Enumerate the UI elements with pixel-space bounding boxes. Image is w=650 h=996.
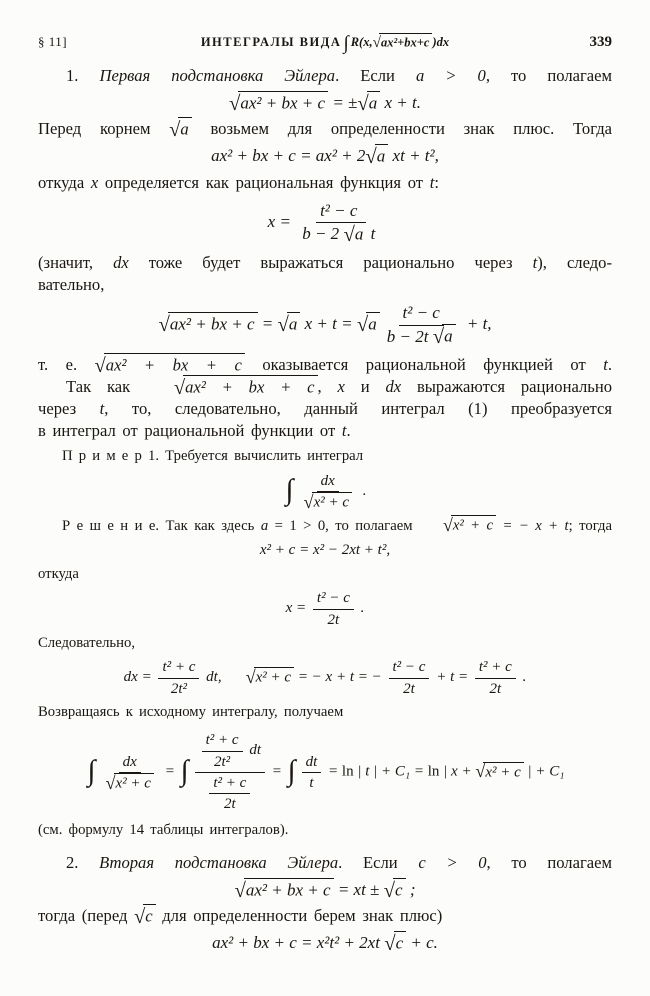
heading-second-euler-substitution [38,852,612,874]
plain-text: , то полагаем [486,853,612,873]
math-text: x = [267,211,296,231]
radicand: ax² + bx + c [238,91,328,113]
running-head [38,33,612,55]
formula-example-integral: ∫ $\frac{dx}{\text{√x² + c}}$ . [285,472,367,512]
formula-x-rational [38,201,612,245]
plain-text: . [346,421,351,441]
plain-text: : [434,172,439,192]
radicand: ax² + bx + c [183,375,317,397]
radicand: ax²+bx+c [379,33,433,50]
plain-text: в интеграл от рациональной функции от [38,421,342,441]
plain-text: = 1 > 0, то полагаем [268,517,419,534]
math-text: = [267,764,286,780]
fraction [300,472,356,512]
plain-text: через [38,399,100,419]
math-text: + c. [406,933,438,953]
fraction-numerator [313,589,354,609]
fraction-numerator [209,774,250,794]
math-text: R(x, [350,35,373,49]
plain-text: , [317,377,338,397]
math-text: . [359,483,367,500]
plain-text: и [344,377,386,397]
radicand: c [143,904,155,926]
math-text: dx [113,252,129,272]
math-text: t [341,421,347,441]
math-text: x + t = [300,314,357,334]
formula-root-rational-chain [38,303,612,347]
sqrt-radical: √ax² + bx + c [146,377,318,396]
plain-text: откуда [38,172,91,192]
math-text: dx [122,753,137,770]
math-text: ; [405,880,416,900]
fraction [383,303,460,347]
plain-text: Следовательно, [38,634,135,651]
math-text: = [160,764,179,780]
plain-text: . [607,355,612,375]
radicand: a [366,312,380,334]
page-number: 339 [589,34,612,50]
math-text: 2t² [170,680,188,697]
sqrt-radical: √c [384,880,406,899]
sqrt-radical: √ax² + bx + c [158,314,257,333]
math-text: | x + [439,764,476,780]
math-text: | + C₁ [523,764,565,780]
page-content [38,65,612,954]
fraction-denominator [383,326,460,348]
math-text: = [324,764,342,780]
formula-integral-evaluation: ∫ $\frac{dx}{\text{√x² + c}}$ = ∫ $\frac{\text{t² + c}}{\text{2t²}}$ dt $\frac{\text{t² + c}}{2t}$ = ∫ $\frac{dt}{t}$ = ln | t | + C₁ = ln | x + √x² + c | + C₁ [87,732,565,813]
fraction-numerator [399,303,444,326]
emphasis-text: Первая подстановка Эйлера [99,66,336,85]
math-text: + t, [462,314,492,334]
para-integral-transform-line2 [38,398,612,420]
sqrt-radical: √x² + c [246,670,294,686]
plain-text: возьмем для определенности знак плюс. Тогда [191,119,613,139]
radicand: a [178,117,191,139]
math-text: t² − c [316,590,350,607]
math-text: dt, [202,669,222,686]
sqrt-radical: √x² + c [105,775,153,791]
math-text: )dx [432,35,450,49]
formula-second-substitution [38,879,612,900]
math-text: x + t. [380,93,422,112]
plain-text: , то полагаем [485,66,612,85]
radicand: ax² + bx + c [244,878,334,900]
para-integral-transform-line3 [38,420,612,442]
para-consequently [38,634,612,654]
plain-text: (значит, [38,252,114,272]
para-solution-intro [38,514,613,537]
radicand: x² + c [114,773,154,792]
fraction-denominator [167,679,191,698]
math-text: t² + c [478,659,512,676]
math-text: t² + c [213,775,247,792]
math-text: t² − c [320,200,358,220]
plain-text: . Если [335,66,416,85]
emphasis-text: Вторая подстановка Эйлера [99,853,339,873]
fraction-denominator [300,492,356,511]
para-dx-rational-line1 [38,252,612,274]
radicand: c [393,878,406,900]
fraction-numerator [475,658,516,678]
math-text: 2t [327,611,340,628]
plain-text: оказывается рациональной функцией от [244,355,604,375]
sqrt-radical: √a [278,314,301,333]
plain-text: , то, следовательно, данный интеграл (1) преобразуется [104,399,613,419]
fraction-denominator [202,773,257,814]
math-text: a > 0 [415,66,486,85]
math-text: = xt ± [333,880,384,900]
math-text: t² − c [392,659,426,676]
math-text: = − x + t = − [294,669,386,686]
fraction [158,658,199,698]
radicand: ax² + bx + c [104,353,245,375]
fraction-numerator [202,731,243,751]
math-text: xt + t², [388,146,439,166]
formula-second-expansion [38,932,612,956]
plain-text: тогда (перед [38,906,135,926]
math-text: t [429,172,435,192]
sqrt-radical: √a [365,146,388,165]
para-sign-choice-2 [38,905,612,927]
sqrt-radical: √c [384,933,406,952]
math-text: x [337,377,345,397]
fraction-denominator [305,773,317,792]
plain-text: П р и м е р 1. Требуется вычислить интеграл [62,448,364,465]
section-marker: § 11] [38,34,68,49]
sqrt-radical: √a [433,327,456,346]
math-text: b − 2 [302,224,344,244]
plain-text: Р е ш е н и е. Так как здесь [62,517,261,534]
fraction [209,774,250,814]
fraction [302,753,322,793]
math-text: t² + c [205,732,239,749]
math-text: . [518,669,527,686]
plain-text: Возвращаясь к исходному интегралу, получаем [38,703,344,720]
plain-text: Так как [66,377,147,397]
plain-text: (см. формулу 14 таблицы интегралов). [38,821,289,838]
sqrt-radical: √x² + c [475,764,523,780]
math-text: t [532,252,538,272]
radicand: ax² + bx + c [168,312,258,334]
fraction [101,753,157,793]
formula-example-expansion [38,541,612,560]
heading-first-euler-substitution [38,65,612,87]
math-text: ax² + bx + c = ax² + 2 [211,146,366,166]
fraction-numerator [195,731,265,773]
math-text: = − x + t [496,517,569,534]
radicand: a [287,312,301,334]
para-whence [38,565,612,585]
fraction-denominator [399,679,419,698]
math-text: t² − c [402,302,440,322]
fraction-denominator [101,773,157,792]
plain-text: ln [341,764,354,780]
math-text: b − 2t [386,326,433,346]
para-integral-transform-line1 [38,376,612,398]
plain-text: для определенности берем знак плюс) [155,906,443,926]
fraction-numerator [302,753,322,773]
sqrt-radical: √x² + c [304,494,352,510]
fraction-numerator [316,201,361,224]
math-text: t [99,399,105,419]
math-text: t [366,224,376,244]
fraction-numerator [317,472,339,492]
sqrt-radical: √a [343,224,366,243]
plain-text: ; тогда [568,517,613,534]
fraction-numerator [389,658,430,678]
fraction-numerator [158,658,199,678]
math-text: 2t [489,680,502,697]
fraction [313,589,354,629]
radicand: a [375,144,389,166]
fraction [389,658,430,698]
plain-text: 2. [66,853,100,873]
plain-text: вательно, [38,274,105,294]
fraction-denominator [324,610,344,629]
para-root-rational-conclusion [38,354,612,376]
para-sign-choice [38,118,612,140]
sqrt-radical: √a [169,119,191,138]
math-text: x² + c = x² − 2xt + t², [259,542,391,559]
math-text: . [356,600,365,617]
fraction [298,201,379,245]
sqrt-radical: √ax² + bx + c [229,93,328,112]
fraction-denominator [220,794,240,813]
plain-text: определяется как рациональная функция от [98,172,430,192]
formula-squared-expansion [38,145,612,166]
sqrt-radical: √x² + c [419,518,496,534]
para-whence-x [38,172,612,194]
math-text: + t = [432,669,472,686]
radicand: x² + c [483,762,523,781]
math-text: ax² + bx + c = x²t² + 2xt [212,933,385,953]
fraction-denominator [210,752,234,771]
math-text: t [603,355,608,375]
sqrt-radical: √ax² + bx + c [234,880,333,899]
sqrt-radical: √ax²+bx+c [373,35,433,49]
math-text: dx [385,377,402,397]
fraction [475,658,516,698]
math-text: x = [285,600,310,617]
sqrt-radical: √ax² + bx + c [95,355,245,374]
radicand: x² + c [451,515,496,534]
radicand: a [353,222,367,244]
math-text: t² + c [162,659,196,676]
fraction-denominator [486,679,506,698]
fraction [202,731,243,771]
plain-text: откуда [38,565,79,582]
math-text: 2t² [214,753,231,770]
plain-text: . Если [338,853,419,873]
para-returning-to-integral [38,703,612,723]
math-text: 2t [223,796,236,813]
math-text: a [260,517,269,534]
math-text: t [309,775,314,792]
sqrt-radical: √a [357,314,380,333]
para-example-1-intro [38,447,612,467]
para-dx-rational-line2 [38,274,612,296]
formula-dx-and-root [38,658,612,698]
math-text: = [257,314,278,334]
radicand: a [442,324,456,346]
sqrt-radical: √c [134,906,156,925]
radicand: c [394,931,407,953]
para-see-formula-14 [38,821,612,841]
math-text: x [90,172,99,192]
formula-example-x [38,589,612,629]
math-text: 2t [403,680,415,697]
plain-text: 1. [66,66,100,85]
running-title: ИНТЕГРАЛЫ ВИДА ∫ R(x,√ax²+bx+c )dx [200,33,450,55]
plain-text: Перед корнем [38,119,170,139]
plain-text: ИНТЕГРАЛЫ ВИДА [200,35,342,49]
math-text: dx [320,472,335,489]
sqrt-radical: √a [357,93,380,112]
radicand: x² + c [254,667,294,686]
math-text: c > 0 [418,853,487,873]
math-text: dx = [123,669,156,686]
radicand: a [367,91,381,113]
radicand: x² + c [312,492,352,511]
plain-text: ln [427,764,440,780]
plain-text: т. е. [38,355,95,375]
plain-text: выражаются рационально [401,377,613,397]
plain-text: тоже будет выражаться рационально через [128,252,533,272]
fraction [195,731,265,813]
fraction-numerator [119,753,141,773]
plain-text: ), следо- [537,252,612,272]
math-text: dt [245,742,261,759]
formula-first-substitution [38,92,612,113]
math-text: | t | + C₁ = [353,764,428,780]
fraction-denominator [298,223,379,245]
math-text: = ± [328,93,358,112]
math-text: dt [305,753,318,770]
